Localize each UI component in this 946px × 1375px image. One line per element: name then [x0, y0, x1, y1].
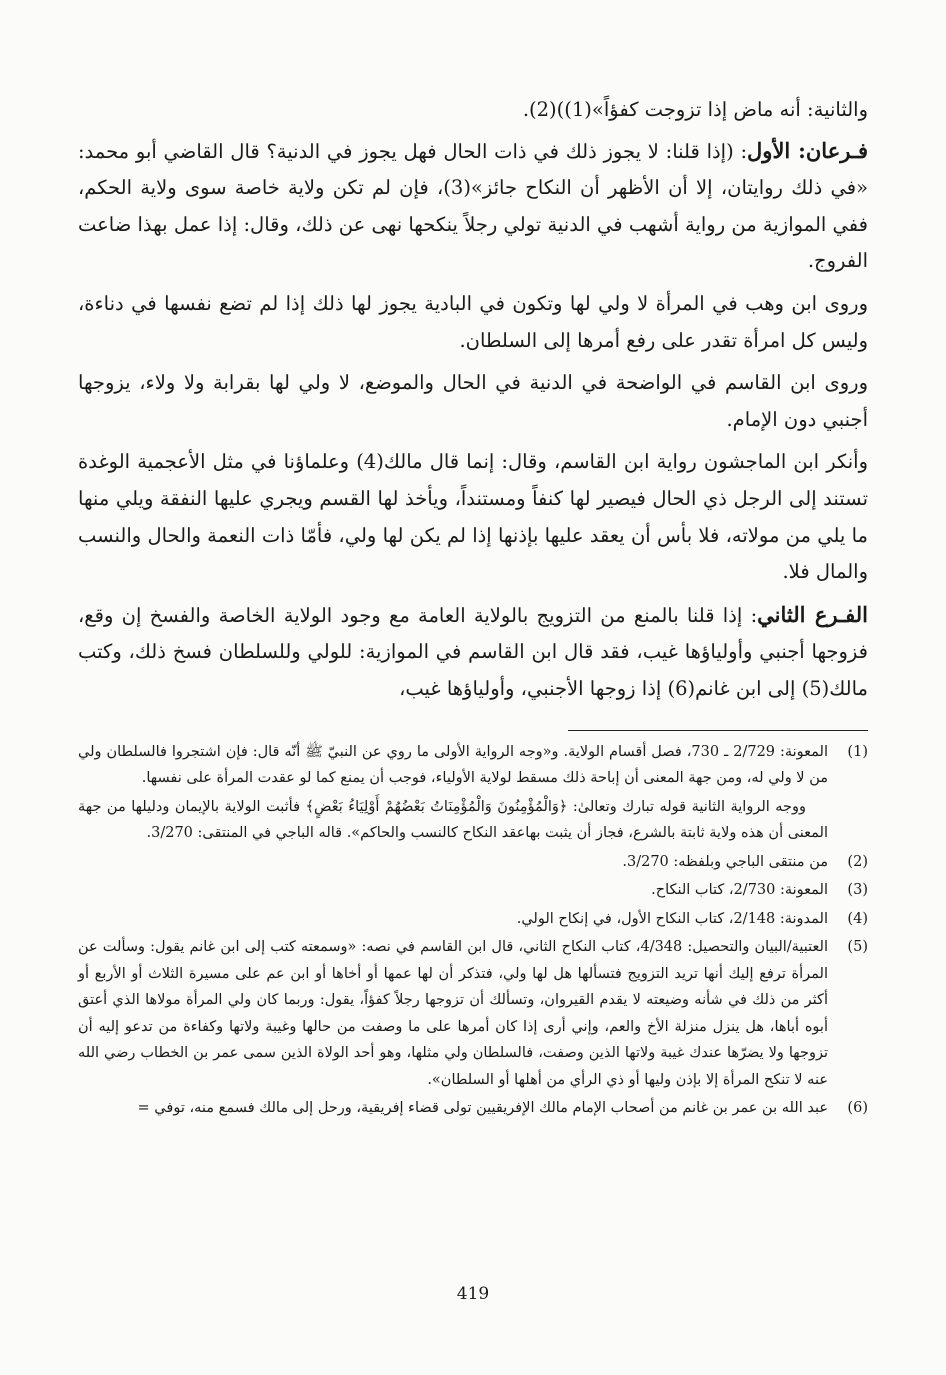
footnote-3 — [78, 877, 868, 904]
footnote-number: (5) — [847, 939, 868, 955]
footnote-2 — [78, 849, 868, 876]
footnote-6 — [78, 1095, 868, 1122]
main-text — [78, 92, 868, 708]
page-number: 419 — [456, 1284, 490, 1304]
footnote-number: (3) — [847, 882, 868, 898]
footnote-1 — [78, 739, 868, 792]
intro-line: والثانية: أنه ماض إذا تزوجت كفؤاً»(1))(2). — [522, 98, 868, 121]
branch-two-paragraph — [78, 597, 868, 708]
footnote-1-continuation: ووجه الرواية الثانية قوله تبارك وتعالىٰ: ﴿وَالْمُؤْمِنُونَ وَالْمُؤْمِنَاتُ بَعْضُهُمْ أَوْلِيَاءُ بَعْضٍ﴾ فأثبت الولاية بالإيمان ودليلها من جهة المعنى أن هذه ولاية ثابتة بالشرع، فجاز أن يثبت بهاعقد النكاح كالنسب والحاكم». قاله الباجي في المنتقى: 3/270. — [78, 798, 828, 841]
branch-two-heading: الفـرع الثاني — [757, 601, 868, 627]
footnote-text: المعونة: 2/729 ـ 730، فصل أقسام الولاية. و«وجه الرواية الأولى ما روي عن النبيّ ﷺ أنّه قال: فإن اشتجروا فالسلطان ولي من لا ولي له، ومن جهة المعنى أن إباحة ذلك مسقط لولاية الأولياء، فوجب أن يمنع كما لو عقدت المرأة على نفسها. — [78, 743, 828, 786]
footnote-5 — [78, 934, 868, 1093]
footnotes — [78, 739, 868, 1122]
footnote-text: من منتقى الباجي وبلفظه: 3/270. — [622, 853, 828, 870]
branch-two-text: : إذا قلنا بالمنع من التزويج بالولاية العامة مع وجود الولاية الخاصة والفسخ إن وقع، فزوجها أجنبي وأولياؤها غيب، فقد قال ابن القاسم في الموازية: للولي وللسلطان فسخ ذلك، وكتب مالك(5) إلى ابن غانم(6) إذا زوجها الأجنبي، وأولياؤها غيب، — [78, 603, 868, 700]
paragraph-ibn-al-majishun: وأنكر ابن الماجشون رواية ابن القاسم، وقال: إنما قال مالك(4) وعلماؤنا في مثل الأعجمية الوغدة تستند إلى الرجل ذي الحال فيصير لها كنفاً ومستنداً، ويأخذ لها القسم ويجري عليها النفقة ويلي منها ما يلي من مولاته، فلا بأس أن يعقد عليها بإذنها إذا لم يكن لها ولي، فأمّا ذات النعمة والحال والنسب والمال فلا. — [78, 450, 868, 584]
footnote-number: (2) — [847, 853, 868, 870]
footnote-text: المدونة: 2/148، كتاب النكاح الأول، في إنكاح الولي. — [516, 910, 828, 927]
paragraph-ibn-al-qasim: وروى ابن القاسم في الواضحة في الدنية في الحال والموضع، لا ولي لها بقرابة ولا ولاء، يزوجها أجنبي دون الإمام. — [78, 371, 868, 431]
footnote-4 — [78, 906, 868, 933]
paragraph-ibn-wahb: وروى ابن وهب في المرأة لا ولي لها وتكون في البادية يجوز لها ذلك إذا لم تضع نفسها في دناءة، وليس كل امرأة تقدر على رفع أمرها إلى السلطان. — [78, 291, 868, 352]
footnote-number: (6) — [847, 1100, 868, 1116]
footnote-text: المعونة: 2/730، كتاب النكاح. — [651, 882, 828, 898]
branch-one-text: : (إذا قلنا: لا يجوز ذلك في ذات الحال فهل يجوز في الدنية؟ قال القاضي أبو محمد: «في ذلك روايتان، إلا أن الأظهر أن النكاح جائز»(3)، فإن لم تكن ولاية خاصة سوى ولاية الحكم، ففي الموازية من رواية أشهب في الدنية تولي رجلاً ينكحها نهى عن ذلك، وقال: إذا عمل بهذا ضاعت الفروج. — [78, 139, 869, 273]
branch-one-paragraph — [78, 133, 868, 280]
footnote-separator — [568, 730, 868, 731]
footnote-text: عبد الله بن عمر بن غانم من أصحاب الإمام مالك الإفريقيين تولى قضاء إفريقية، ورحل إلى مالك فسمع منه، توفي = — [137, 1100, 828, 1116]
footnote-number: (1) — [847, 743, 868, 760]
footnote-number: (4) — [847, 910, 868, 927]
footnote-text: العتبية/البيان والتحصيل: 4/348، كتاب النكاح الثاني، قال ابن القاسم في نصه: «وسمعته كتب إلى ابن غانم يقول: وسألت عن المرأة ترفع إليك أنها تريد التزويج فتسألها هل لها ولي، فتذكر أن لها عمها أو أخاها أو ابن عم على مسيرة الثلاث أو الأربع أو أكثر من ذلك في شأنه وضيعته لا يقدم القيروان، وتسألك أن تزوجها رجلاً كفؤاً، يقول: وربما كان ولي المرأة مولاها الذي أعتق أبوه أباها، هل ينزل منزلة الأخ والعم، وإني أرى إذا كان أمرها على ما وصفت من حالها وغيبة ولاتها وكفاءة من تدعو إليه أن تزوجها ولا يضرّها عندك غيبة ولاتها الذين وصفت، فالسلطان ولي مثلها، وهو أحد الولاة الذين سمى عمر بن الخطاب رضي الله عنه لا تنكح المرأة إلا بإذن وليها أو ذي الرأي من أهلها أو السلطان». — [78, 939, 828, 1088]
branch-one-heading: فـرعان: الأول — [747, 137, 869, 163]
